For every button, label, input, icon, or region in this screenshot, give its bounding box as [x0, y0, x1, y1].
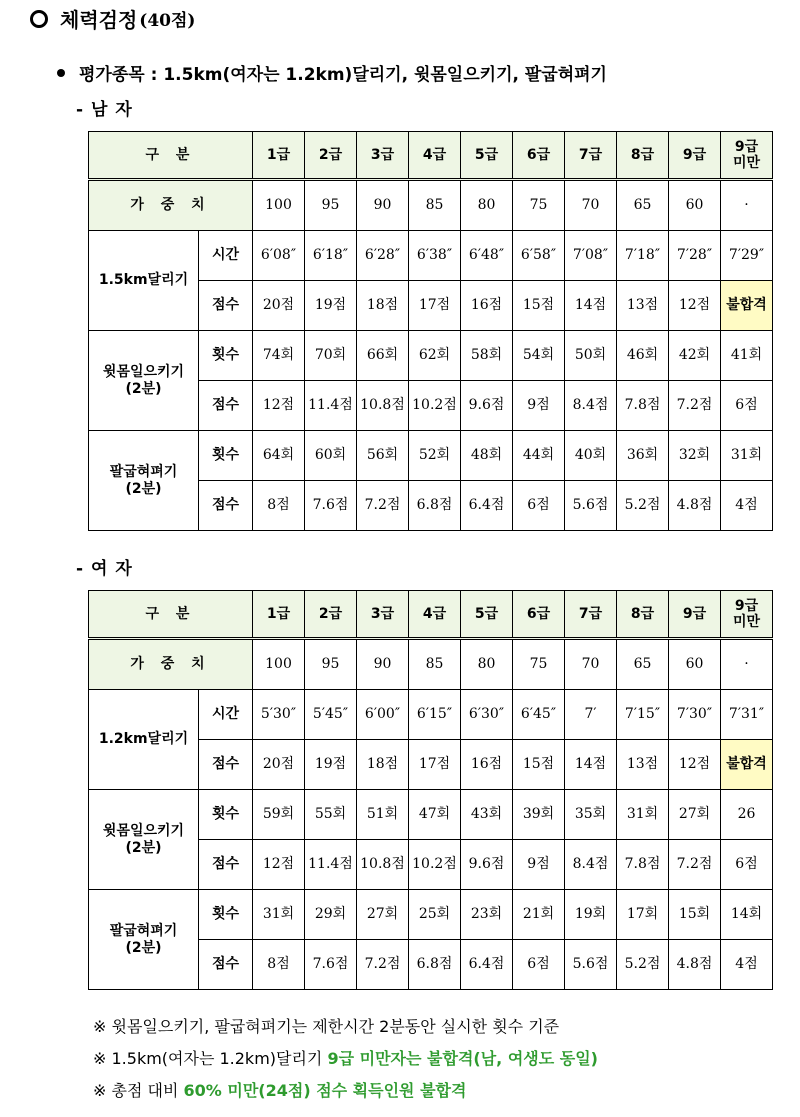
row-label: 점수 [199, 481, 253, 531]
table-cell: 10.2점 [409, 381, 461, 431]
table-cell: 35회 [565, 790, 617, 840]
table-cell: 6′45″ [513, 690, 565, 740]
weight-row [89, 180, 773, 231]
grade-header-4: 4급 [409, 591, 461, 639]
row-label: 점수 [199, 940, 253, 990]
grade-header-3: 3급 [357, 132, 409, 180]
table-cell: 12점 [669, 281, 721, 331]
fail-cell: 불합격 [721, 281, 773, 331]
table-cell: 59회 [253, 790, 305, 840]
grade-header-1: 1급 [253, 132, 305, 180]
note-highlight: 9급 미만자는 불합격(남, 여생도 동일) [327, 1049, 598, 1068]
row-label: 횟수 [199, 331, 253, 381]
table-cell: 6′00″ [357, 690, 409, 740]
table-cell: 5.6점 [565, 940, 617, 990]
women-label: - 여 자 [76, 559, 133, 579]
grade-header-5: 5급 [461, 591, 513, 639]
section-title: 체력검정 [60, 8, 138, 32]
grade-header-8: 8급 [617, 591, 669, 639]
grade-header-3: 3급 [357, 591, 409, 639]
weight-value: 65 [617, 180, 669, 231]
note-line [93, 1078, 466, 1101]
table-cell: 70회 [305, 331, 357, 381]
weight-value: 80 [461, 180, 513, 231]
table-cell: 4.8점 [669, 940, 721, 990]
weight-value: 80 [461, 639, 513, 690]
table-cell: 16점 [461, 281, 513, 331]
row-label: 시간 [199, 690, 253, 740]
row-label: 점수 [199, 840, 253, 890]
table-cell: 18점 [357, 740, 409, 790]
table-cell: 21회 [513, 890, 565, 940]
table-cell: 7.8점 [617, 381, 669, 431]
table-cell: 6′08″ [253, 231, 305, 281]
row-label: 횟수 [199, 431, 253, 481]
table-cell: 5.2점 [617, 940, 669, 990]
note-highlight: 60% 미만(24점) 점수 획득인원 불합격 [183, 1081, 467, 1100]
table-cell: 11.4점 [305, 840, 357, 890]
table-cell: 10.8점 [357, 840, 409, 890]
grade-header-10: 9급 미만 [721, 591, 773, 639]
note-text: ※ 윗몸일으키기, 팔굽혀펴기는 제한시간 2분동안 실시한 횟수 기준 [93, 1017, 560, 1036]
weight-value: 100 [253, 180, 305, 231]
women-grade-table [88, 590, 773, 990]
note-text: ※ 1.5km(여자는 1.2km)달리기 [93, 1049, 328, 1068]
weight-value: 60 [669, 180, 721, 231]
table-cell: 12점 [253, 381, 305, 431]
table-cell: 7′28″ [669, 231, 721, 281]
note-text: ※ 총점 대비 [93, 1081, 184, 1100]
fail-cell: 불합격 [721, 740, 773, 790]
grade-header-2: 2급 [305, 132, 357, 180]
table-cell: 16점 [461, 740, 513, 790]
header-row [89, 591, 773, 639]
weight-row [89, 639, 773, 690]
table-cell: 55회 [305, 790, 357, 840]
table-cell: 5.2점 [617, 481, 669, 531]
table-cell: 40회 [565, 431, 617, 481]
event-name: 팔굽혀펴기 (2분) [89, 431, 199, 531]
event-row [89, 690, 773, 740]
weight-value: 75 [513, 639, 565, 690]
event-name: 윗몸일으키기 (2분) [89, 331, 199, 431]
table-cell: 6.8점 [409, 481, 461, 531]
table-cell: 11.4점 [305, 381, 357, 431]
table-cell: 4점 [721, 481, 773, 531]
table-cell: 41회 [721, 331, 773, 381]
table-cell: 14회 [721, 890, 773, 940]
grade-header-2: 2급 [305, 591, 357, 639]
row-label: 점수 [199, 740, 253, 790]
event-name: 팔굽혀펴기 (2분) [89, 890, 199, 990]
weight-label: 가 중 치 [89, 180, 253, 231]
row-label: 횟수 [199, 790, 253, 840]
weight-value: 90 [357, 180, 409, 231]
evaluation-items [57, 60, 607, 85]
table-cell: 7′30″ [669, 690, 721, 740]
table-cell: 51회 [357, 790, 409, 840]
table-cell: 15회 [669, 890, 721, 940]
row-label: 횟수 [199, 890, 253, 940]
table-cell: 7.6점 [305, 481, 357, 531]
weight-value: 85 [409, 639, 461, 690]
grade-header-9: 9급 [669, 591, 721, 639]
table-cell: 48회 [461, 431, 513, 481]
event-row [89, 331, 773, 381]
event-row [89, 231, 773, 281]
table-cell: 17점 [409, 740, 461, 790]
row-label: 점수 [199, 381, 253, 431]
table-cell: 6′38″ [409, 231, 461, 281]
weight-value: · [721, 180, 773, 231]
table-cell: 6점 [721, 381, 773, 431]
table-cell: 47회 [409, 790, 461, 840]
table-cell: 27회 [669, 790, 721, 840]
table-cell: 31회 [617, 790, 669, 840]
men-grade-table [88, 131, 773, 531]
table-cell: 6점 [513, 940, 565, 990]
table-cell: 66회 [357, 331, 409, 381]
weight-value: 100 [253, 639, 305, 690]
table-cell: 31회 [253, 890, 305, 940]
weight-value: 65 [617, 639, 669, 690]
evaluation-items-text: 평가종목 : 1.5km(여자는 1.2km)달리기, 윗몸일으키기, 팔굽혀펴기 [79, 65, 607, 85]
row-label: 점수 [199, 281, 253, 331]
table-cell: 8.4점 [565, 840, 617, 890]
table-cell: 8점 [253, 481, 305, 531]
table-cell: 64회 [253, 431, 305, 481]
grade-header-1: 1급 [253, 591, 305, 639]
table-cell: 12점 [253, 840, 305, 890]
table-cell: 74회 [253, 331, 305, 381]
table-cell: 31회 [721, 431, 773, 481]
circle-bullet-icon [30, 10, 48, 28]
table-cell: 14점 [565, 740, 617, 790]
grade-header-4: 4급 [409, 132, 461, 180]
table-cell: 6′30″ [461, 690, 513, 740]
table-cell: 50회 [565, 331, 617, 381]
table-cell: 17점 [409, 281, 461, 331]
table-cell: 7′15″ [617, 690, 669, 740]
table-cell: 62회 [409, 331, 461, 381]
table-cell: 6점 [513, 481, 565, 531]
table-cell: 10.2점 [409, 840, 461, 890]
category-header: 구 분 [89, 591, 253, 639]
table-cell: 7′ [565, 690, 617, 740]
table-cell: 5′45″ [305, 690, 357, 740]
table-cell: 20점 [253, 740, 305, 790]
weight-value: 70 [565, 180, 617, 231]
table-cell: 13점 [617, 281, 669, 331]
event-row [89, 790, 773, 840]
table-cell: 58회 [461, 331, 513, 381]
weight-label: 가 중 치 [89, 639, 253, 690]
table-cell: 43회 [461, 790, 513, 840]
table-cell: 12점 [669, 740, 721, 790]
section-points: (40점) [139, 11, 196, 31]
note-line [93, 1046, 598, 1069]
table-cell: 19점 [305, 281, 357, 331]
table-cell: 9점 [513, 381, 565, 431]
table-cell: 7.2점 [669, 381, 721, 431]
weight-value: 60 [669, 639, 721, 690]
weight-value: 95 [305, 180, 357, 231]
event-row [89, 890, 773, 940]
table-cell: 29회 [305, 890, 357, 940]
table-cell: 46회 [617, 331, 669, 381]
table-cell: 32회 [669, 431, 721, 481]
grade-header-9: 9급 [669, 132, 721, 180]
table-cell: 4점 [721, 940, 773, 990]
table-cell: 9점 [513, 840, 565, 890]
table-cell: 10.8점 [357, 381, 409, 431]
table-cell: 27회 [357, 890, 409, 940]
table-cell: 7′31″ [721, 690, 773, 740]
section-heading [30, 4, 195, 33]
table-cell: 6′28″ [357, 231, 409, 281]
table-cell: 8.4점 [565, 381, 617, 431]
event-row [89, 431, 773, 481]
weight-value: 85 [409, 180, 461, 231]
table-cell: 7.6점 [305, 940, 357, 990]
table-cell: 54회 [513, 331, 565, 381]
header-row [89, 132, 773, 180]
table-cell: 25회 [409, 890, 461, 940]
table-cell: 19점 [305, 740, 357, 790]
table-cell: 6′18″ [305, 231, 357, 281]
event-name: 1.5km달리기 [89, 231, 199, 331]
table-cell: 15점 [513, 740, 565, 790]
grade-header-7: 7급 [565, 132, 617, 180]
table-cell: 39회 [513, 790, 565, 840]
table-cell: 14점 [565, 281, 617, 331]
weight-value: 95 [305, 639, 357, 690]
table-cell: 36회 [617, 431, 669, 481]
weight-value: · [721, 639, 773, 690]
table-cell: 52회 [409, 431, 461, 481]
table-cell: 6.4점 [461, 940, 513, 990]
table-cell: 60회 [305, 431, 357, 481]
table-cell: 13점 [617, 740, 669, 790]
dot-bullet-icon [57, 69, 65, 77]
table-cell: 18점 [357, 281, 409, 331]
table-cell: 44회 [513, 431, 565, 481]
table-cell: 7.2점 [669, 840, 721, 890]
table-cell: 42회 [669, 331, 721, 381]
table-cell: 17회 [617, 890, 669, 940]
table-cell: 4.8점 [669, 481, 721, 531]
men-label: - 남 자 [76, 100, 133, 120]
table-cell: 7′18″ [617, 231, 669, 281]
grade-header-6: 6급 [513, 591, 565, 639]
weight-value: 90 [357, 639, 409, 690]
table-cell: 20점 [253, 281, 305, 331]
table-cell: 23회 [461, 890, 513, 940]
table-cell: 5′30″ [253, 690, 305, 740]
table-cell: 6′48″ [461, 231, 513, 281]
weight-value: 70 [565, 639, 617, 690]
grade-header-10: 9급 미만 [721, 132, 773, 180]
table-cell: 9.6점 [461, 840, 513, 890]
table-cell: 15점 [513, 281, 565, 331]
table-cell: 7.2점 [357, 940, 409, 990]
table-cell: 6.4점 [461, 481, 513, 531]
event-name: 윗몸일으키기 (2분) [89, 790, 199, 890]
grade-header-5: 5급 [461, 132, 513, 180]
table-cell: 7.8점 [617, 840, 669, 890]
grade-header-6: 6급 [513, 132, 565, 180]
category-header: 구 분 [89, 132, 253, 180]
table-cell: 8점 [253, 940, 305, 990]
row-label: 시간 [199, 231, 253, 281]
table-cell: 6′15″ [409, 690, 461, 740]
table-cell: 6.8점 [409, 940, 461, 990]
table-cell: 19회 [565, 890, 617, 940]
table-cell: 56회 [357, 431, 409, 481]
table-cell: 7′08″ [565, 231, 617, 281]
table-cell: 26 [721, 790, 773, 840]
grade-header-7: 7급 [565, 591, 617, 639]
event-name: 1.2km달리기 [89, 690, 199, 790]
note-line [93, 1014, 559, 1037]
table-cell: 6′58″ [513, 231, 565, 281]
weight-value: 75 [513, 180, 565, 231]
table-cell: 6점 [721, 840, 773, 890]
table-cell: 9.6점 [461, 381, 513, 431]
grade-header-8: 8급 [617, 132, 669, 180]
table-cell: 7′29″ [721, 231, 773, 281]
table-cell: 5.6점 [565, 481, 617, 531]
table-cell: 7.2점 [357, 481, 409, 531]
